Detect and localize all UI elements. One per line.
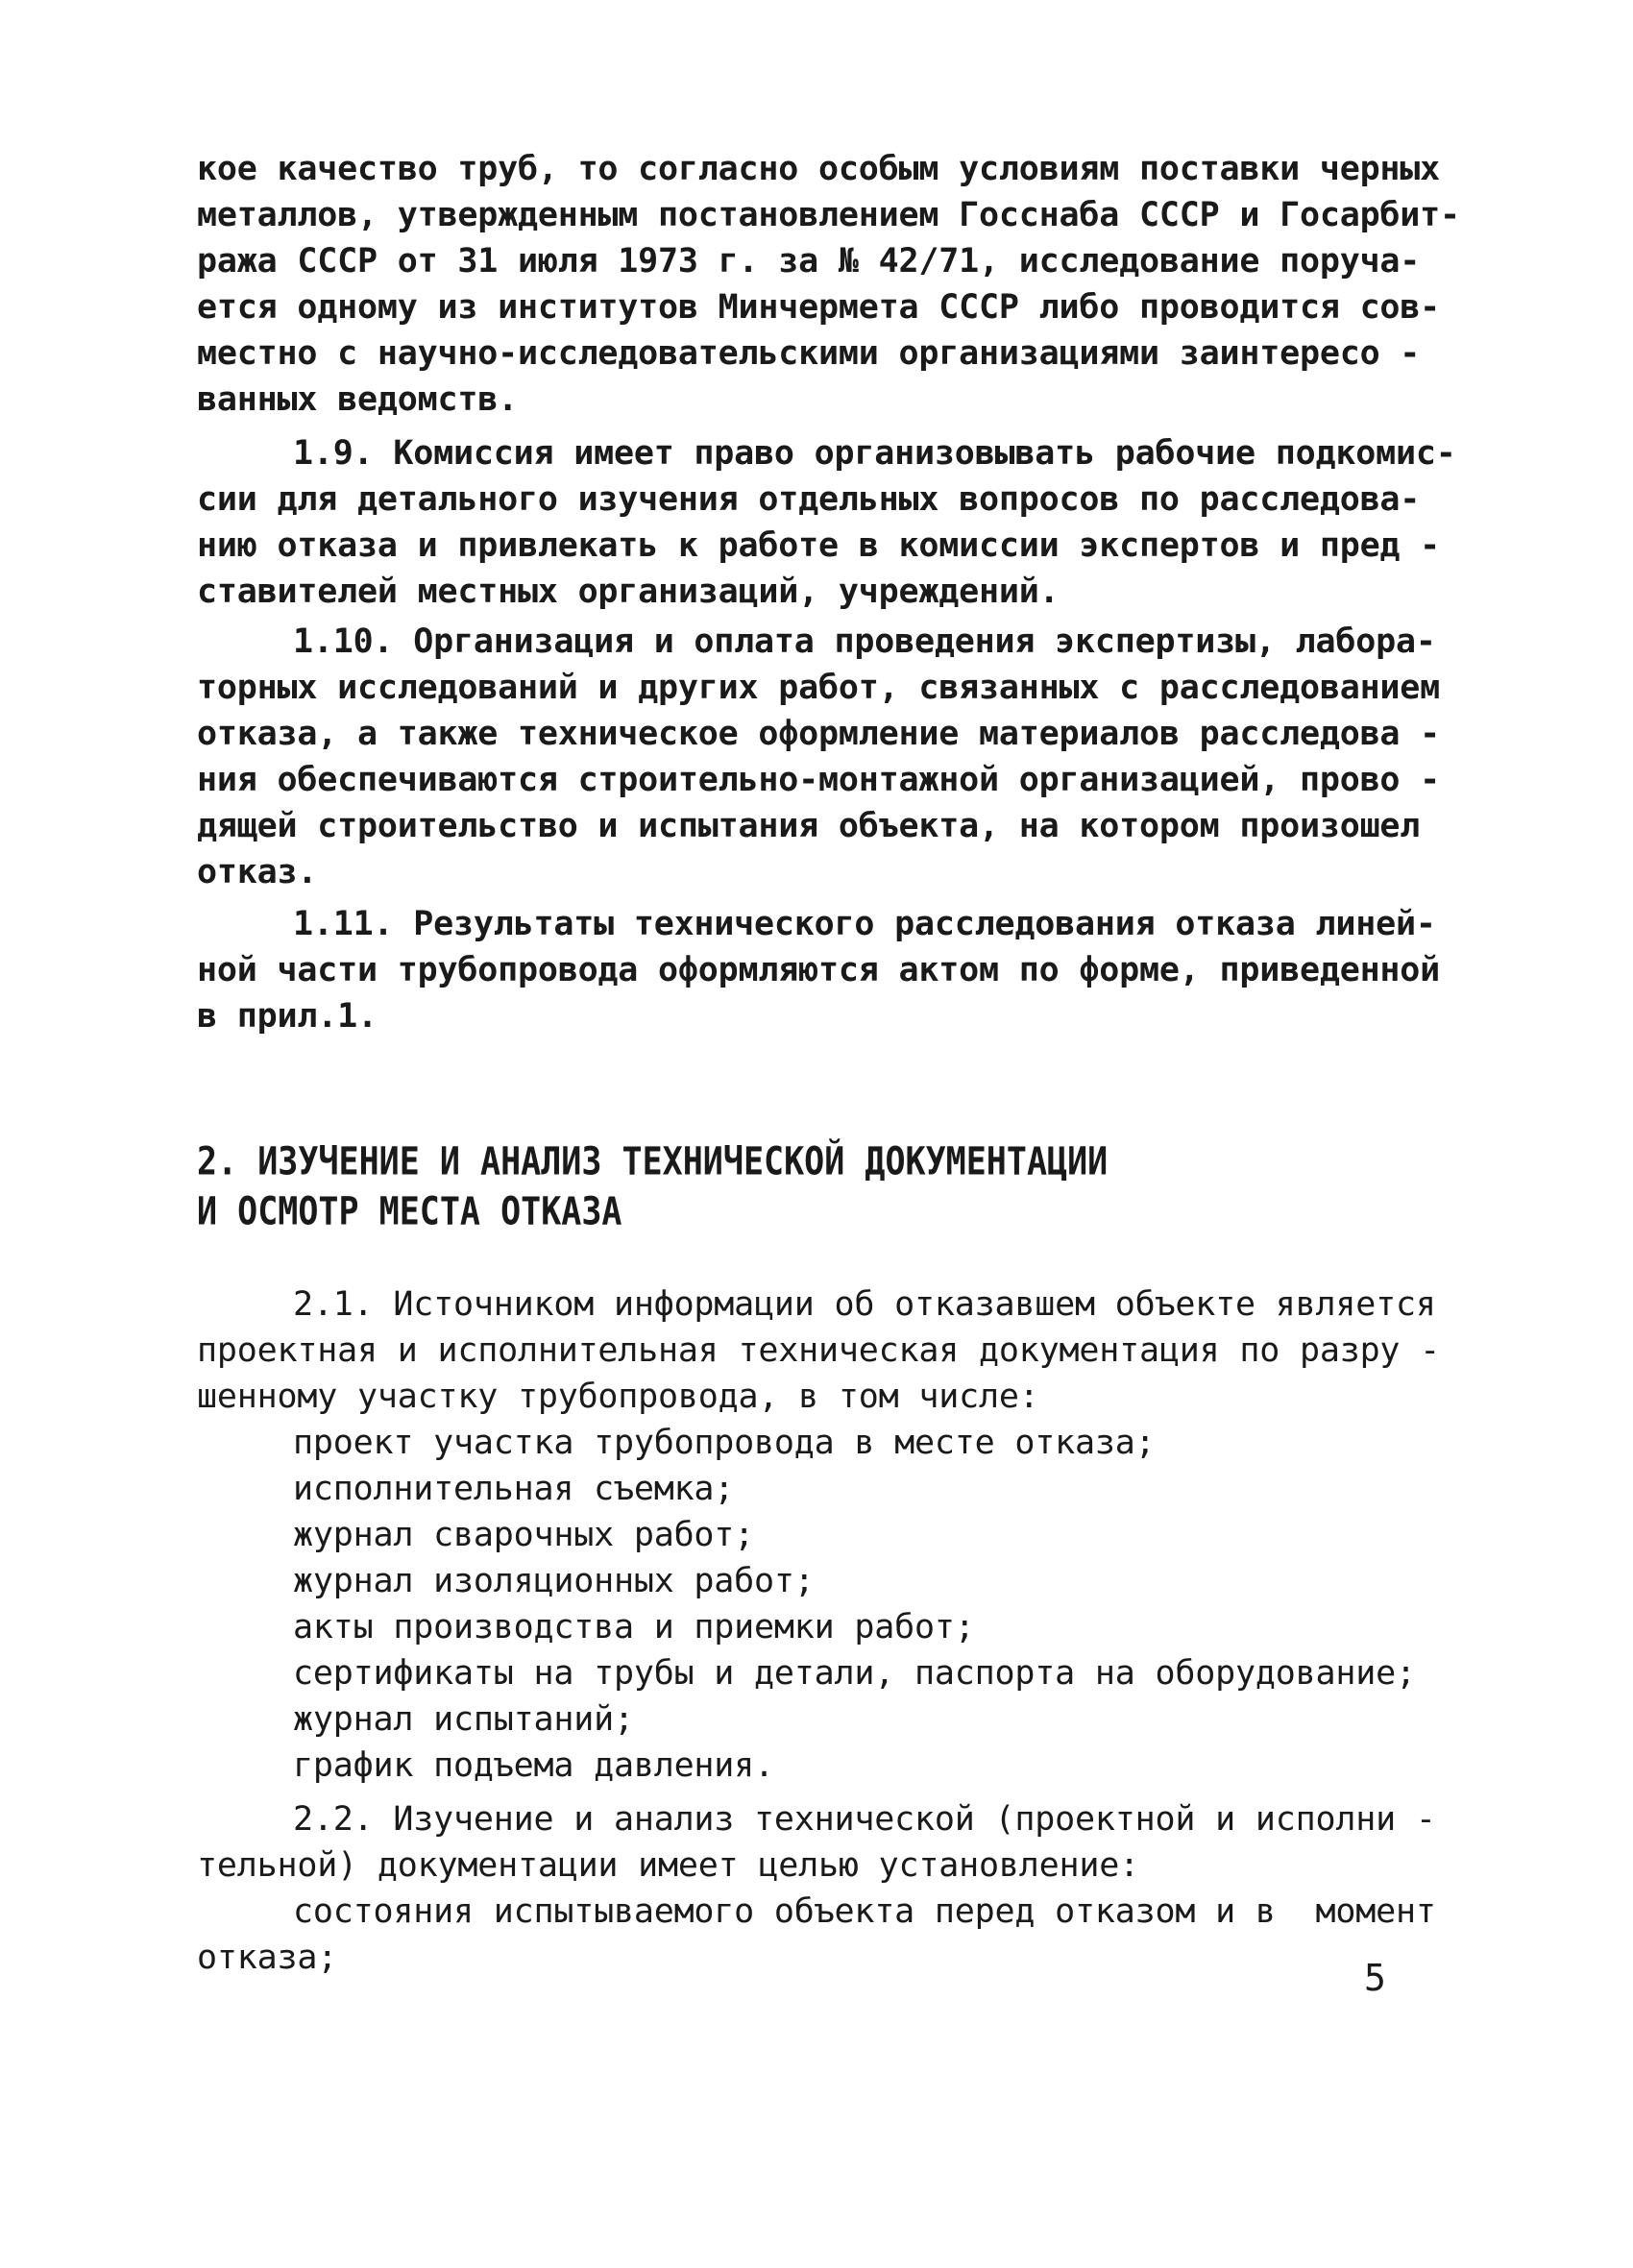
body-line: местно с научно-исследовательскими организациями заинтересо -: [197, 334, 1421, 373]
body-line: дящей строительство и испытания объекта, на котором произошел: [197, 807, 1421, 845]
section-line: тельной) документации имеет целью установление:: [197, 1846, 1139, 1885]
section-line: состояния испытываемого объекта перед отказом и в момент: [293, 1892, 1436, 1931]
body-line: ставителей местных организаций, учреждений.: [197, 573, 1060, 611]
list-item: журнал сварочных работ;: [293, 1516, 755, 1554]
list-item: проект участка трубопровода в месте отказа;: [293, 1424, 1156, 1462]
list-item: акты производства и приемки работ;: [293, 1608, 975, 1646]
body-line: ной части трубопровода оформляются актом по форме, приведенной: [197, 951, 1441, 989]
body-line: отказ.: [197, 853, 318, 891]
list-item: журнал изоляционных работ;: [293, 1562, 815, 1600]
body-line: торных исследований и других работ, связанных с расследованием: [197, 669, 1441, 707]
paragraph-1-11-start: 1.11. Результаты технического расследования отказа линей-: [293, 905, 1436, 943]
page-number: 5: [1364, 1957, 1386, 1999]
body-line: ется одному из институтов Минчермета СССР либо проводится сов-: [197, 288, 1441, 327]
body-line: ния обеспечиваются строительно-монтажной организацией, прово -: [197, 761, 1441, 799]
section-heading-line-2: И ОСМОТР МЕСТА ОТКАЗА: [197, 1189, 622, 1234]
paragraph-2-1-start: 2.1. Источником информации об отказавшем объекте является: [293, 1285, 1436, 1324]
section-line: проектная и исполнительная техническая документация по разру -: [197, 1331, 1441, 1370]
body-line: кое качество труб, то согласно особым условиям поставки черных: [197, 150, 1441, 188]
paragraph-2-2-start: 2.2. Изучение и анализ технической (проектной и исполни -: [293, 1800, 1436, 1839]
body-line: ража СССР от 31 июля 1973 г. за № 42/71, исследование поруча-: [197, 242, 1421, 280]
list-item: журнал испытаний;: [293, 1700, 634, 1739]
paragraph-1-10-start: 1.10. Организация и оплата проведения экспертизы, лабора-: [293, 622, 1436, 661]
body-line: сии для детального изучения отдельных вопросов по расследова-: [197, 480, 1421, 519]
body-line: в прил.1.: [197, 997, 378, 1036]
section-line: отказа;: [197, 1939, 338, 1977]
section-line: шенному участку трубопровода, в том числе:: [197, 1378, 1039, 1416]
body-line: металлов, утвержденным постановлением Госснаба СССР и Госарбит-: [197, 196, 1460, 234]
body-line: нию отказа и привлекать к работе в комиссии экспертов и пред -: [197, 526, 1441, 565]
list-item: исполнительная съемка;: [293, 1470, 735, 1508]
body-line: ванных ведомств.: [197, 380, 518, 419]
list-item: сертификаты на трубы и детали, паспорта на оборудование;: [293, 1654, 1416, 1693]
body-line: отказа, а также техническое оформление материалов расследова -: [197, 715, 1441, 753]
paragraph-1-9-start: 1.9. Комиссия имеет право организовывать рабочие подкомис-: [293, 434, 1456, 473]
section-heading-line-1: 2. ИЗУЧЕНИЕ И АНАЛИЗ ТЕХНИЧЕСКОЙ ДОКУМЕНТАЦИИ: [197, 1139, 1109, 1184]
list-item: график подъема давления.: [293, 1746, 774, 1785]
